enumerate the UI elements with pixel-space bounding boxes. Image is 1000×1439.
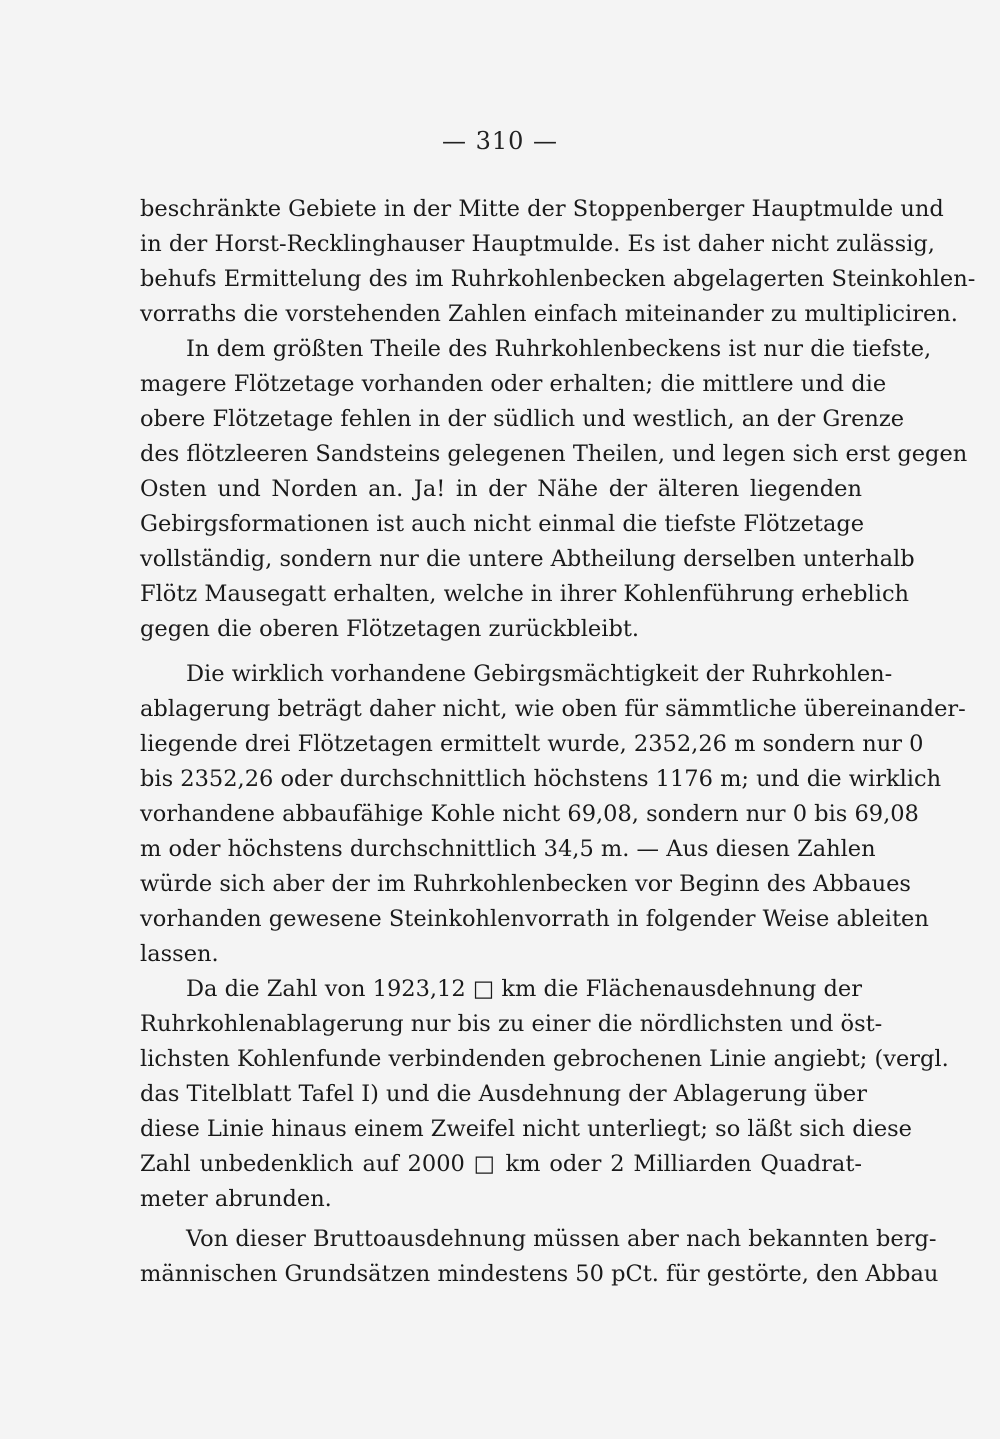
page-number: — 310 — [441,127,559,155]
text-line: Zahl unbedenklich auf 2000 □ km oder 2 Milliarden Quadrat- [140,1151,862,1177]
text-line: bis 2352,26 oder durchschnittlich höchstens 1176 m; und die wirklich [140,766,942,792]
text-line: m oder höchstens durchschnittlich 34,5 m. — Aus diesen Zahlen [140,836,876,862]
text-line: In dem größten Theile des Ruhrkohlenbeckens ist nur die tiefste, [186,336,932,362]
text-line: vorhandene abbaufähige Kohle nicht 69,08, sondern nur 0 bis 69,08 [140,801,919,827]
text-line: Gebirgsformationen ist auch nicht einmal die tiefste Flötzetage [140,511,865,537]
text-line: obere Flötzetage fehlen in der südlich und westlich, an der Grenze [140,406,905,432]
text-line: vollständig, sondern nur die untere Abtheilung derselben unterhalb [140,546,915,572]
text-line: diese Linie hinaus einem Zweifel nicht unterliegt; so läßt sich diese [140,1116,912,1142]
text-line: Ruhrkohlenablagerung nur bis zu einer die nördlichsten und öst- [140,1011,883,1037]
text-line: in der Horst-Recklinghauser Hauptmulde. Es ist daher nicht zulässig, [140,231,935,257]
text-line: männischen Grundsätzen mindestens 50 pCt. für gestörte, den Abbau [140,1261,939,1287]
text-line: vorhanden gewesene Steinkohlenvorrath in folgender Weise ableiten [140,906,929,932]
text-line: würde sich aber der im Ruhrkohlenbecken vor Beginn des Abbaues [140,871,911,897]
text-line: Da die Zahl von 1923,12 □ km die Flächenausdehnung der [186,976,862,1002]
text-line: beschränkte Gebiete in der Mitte der Stoppenberger Hauptmulde und [140,196,944,222]
text-line: Osten und Norden an. Ja! in der Nähe der älteren liegenden [140,476,862,502]
text-line: behufs Ermittelung des im Ruhrkohlenbecken abgelagerten Steinkohlen- [140,266,976,292]
text-line: Von dieser Bruttoausdehnung müssen aber nach bekannten berg- [186,1226,937,1252]
text-line: magere Flötzetage vorhanden oder erhalten; die mittlere und die [140,371,887,397]
text-line: das Titelblatt Tafel I) und die Ausdehnung der Ablagerung über [140,1081,867,1107]
text-line: Flötz Mausegatt erhalten, welche in ihrer Kohlenführung erheblich [140,581,910,607]
text-line: meter abrunden. [140,1186,332,1212]
text-line: ablagerung beträgt daher nicht, wie oben für sämmtliche übereinander- [140,696,966,722]
text-line: liegende drei Flötzetagen ermittelt wurde, 2352,26 m sondern nur 0 [140,731,924,757]
text-line: lichsten Kohlenfunde verbindenden gebrochenen Linie angiebt; (vergl. [140,1046,949,1072]
text-line: vorraths die vorstehenden Zahlen einfach miteinander zu multipliciren. [140,301,958,327]
text-line: lassen. [140,941,219,967]
text-line: gegen die oberen Flötzetagen zurückbleibt. [140,616,640,642]
text-line: Die wirklich vorhandene Gebirgsmächtigkeit der Ruhrkohlen- [186,661,893,687]
text-line: des flötzleeren Sandsteins gelegenen Theilen, und legen sich erst gegen [140,441,968,467]
